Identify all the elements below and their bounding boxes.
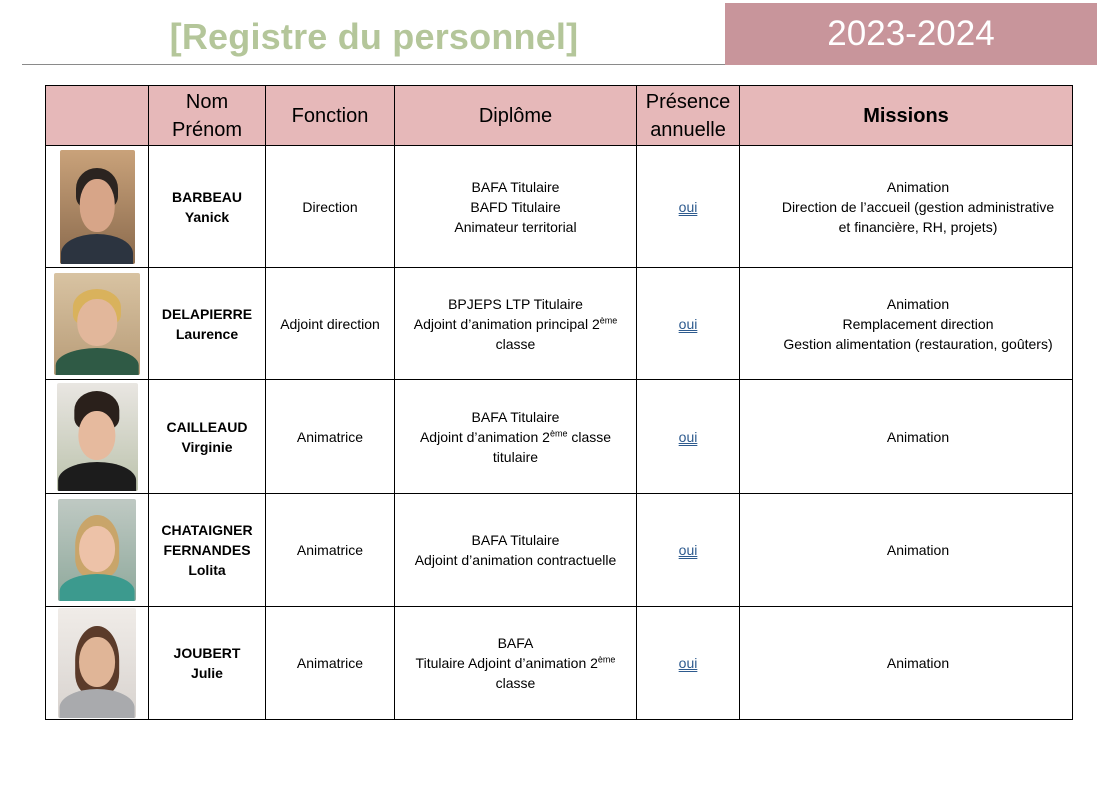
diploma-line: Adjoint d’animation contractuelle — [414, 552, 617, 568]
staff-fonction: Animatrice — [266, 607, 395, 720]
presence-link[interactable]: oui — [678, 315, 698, 332]
staff-lastname: DELAPIERRE — [161, 305, 253, 322]
table-row — [46, 146, 1073, 268]
staff-fonction: Direction — [266, 146, 395, 268]
mission-line: Animation — [886, 542, 950, 558]
portrait-woman-long-brown-hair — [58, 608, 136, 718]
presence-link[interactable]: oui — [678, 198, 698, 215]
diploma-line: Adjoint d’animation principal 2 — [413, 315, 600, 332]
staff-fonction: Animatrice — [266, 380, 395, 494]
superscript-ordinal: ème — [549, 427, 568, 438]
staff-fonction: Animatrice — [266, 494, 395, 607]
staff-firstname: Lolita — [188, 562, 226, 578]
mission-line: Gestion alimentation (restauration, goûters) — [783, 335, 1053, 352]
header-diplome: Diplôme — [395, 86, 637, 146]
staff-lastname: FERNANDES — [163, 542, 251, 558]
presence-link[interactable]: oui — [678, 655, 698, 671]
diploma-line: titulaire — [492, 448, 539, 465]
page-title: [Registre du personnel] — [169, 16, 579, 57]
portrait-woman-dark-bun — [57, 383, 138, 491]
diploma-line: BAFA Titulaire — [471, 178, 560, 195]
mission-line: Animation — [886, 428, 950, 445]
staff-table — [45, 85, 1073, 720]
diploma-line: classe — [495, 335, 536, 352]
diploma-line: classe — [567, 428, 612, 445]
diploma-line: Animateur territorial — [454, 218, 577, 235]
staff-lastname: JOUBERT — [173, 645, 241, 661]
diploma-line: classe — [495, 675, 536, 691]
header-presence-line-2: annuelle — [650, 118, 726, 141]
staff-firstname: Virginie — [181, 438, 233, 455]
portrait-woman-short-blonde-hair — [54, 273, 140, 375]
presence-link[interactable]: oui — [678, 428, 698, 445]
superscript-ordinal: ème — [599, 314, 618, 325]
superscript-ordinal: ème — [597, 654, 616, 665]
staff-lastname: BARBEAU — [172, 188, 242, 205]
header-prenom: Prénom — [171, 118, 243, 141]
diploma-line: BAFD Titulaire — [470, 198, 561, 215]
staff-firstname: Laurence — [175, 325, 239, 342]
diploma-line: Titulaire Adjoint d’animation 2 — [415, 655, 598, 671]
header-photo — [46, 86, 149, 146]
diploma-line: BPJEPS LTP Titulaire — [448, 295, 583, 312]
title-underline — [22, 64, 725, 65]
staff-firstname: Yanick — [184, 208, 230, 225]
table-row — [46, 494, 1073, 607]
portrait-man-glasses-beard — [60, 150, 135, 264]
table-row — [46, 607, 1073, 720]
diploma-line: BAFA — [497, 635, 534, 651]
diploma-line: BAFA Titulaire — [471, 532, 560, 548]
table-row — [46, 380, 1073, 494]
header-nom-prenom — [149, 86, 266, 146]
staff-lastname: CAILLEAUD — [166, 418, 248, 435]
header-presence-line-1: Présence — [645, 90, 731, 113]
mission-line: Animation — [886, 295, 950, 312]
presence-link[interactable]: oui — [678, 542, 698, 558]
header-fonction: Fonction — [266, 86, 395, 146]
mission-line: Animation — [886, 655, 950, 671]
header-missions: Missions — [740, 86, 1073, 146]
mission-line: Animation — [886, 178, 950, 195]
table-row — [46, 268, 1073, 380]
mission-line: et financière, RH, projets) — [838, 218, 998, 235]
diploma-line: BAFA Titulaire — [471, 408, 560, 425]
header-nom: Nom — [185, 90, 229, 113]
year-badge: 2023-2024 — [725, 3, 1097, 65]
staff-lastname: CHATAIGNER — [161, 522, 253, 538]
staff-firstname: Julie — [191, 665, 223, 681]
header-presence — [637, 86, 740, 146]
mission-line: Remplacement direction — [842, 315, 994, 332]
staff-fonction: Adjoint direction — [266, 268, 395, 380]
table-header-row — [46, 86, 1073, 146]
mission-line: Direction de l’accueil (gestion administrative — [781, 198, 1055, 215]
diploma-line: Adjoint d’animation 2 — [419, 428, 550, 445]
portrait-woman-long-blonde-hair — [58, 499, 136, 601]
